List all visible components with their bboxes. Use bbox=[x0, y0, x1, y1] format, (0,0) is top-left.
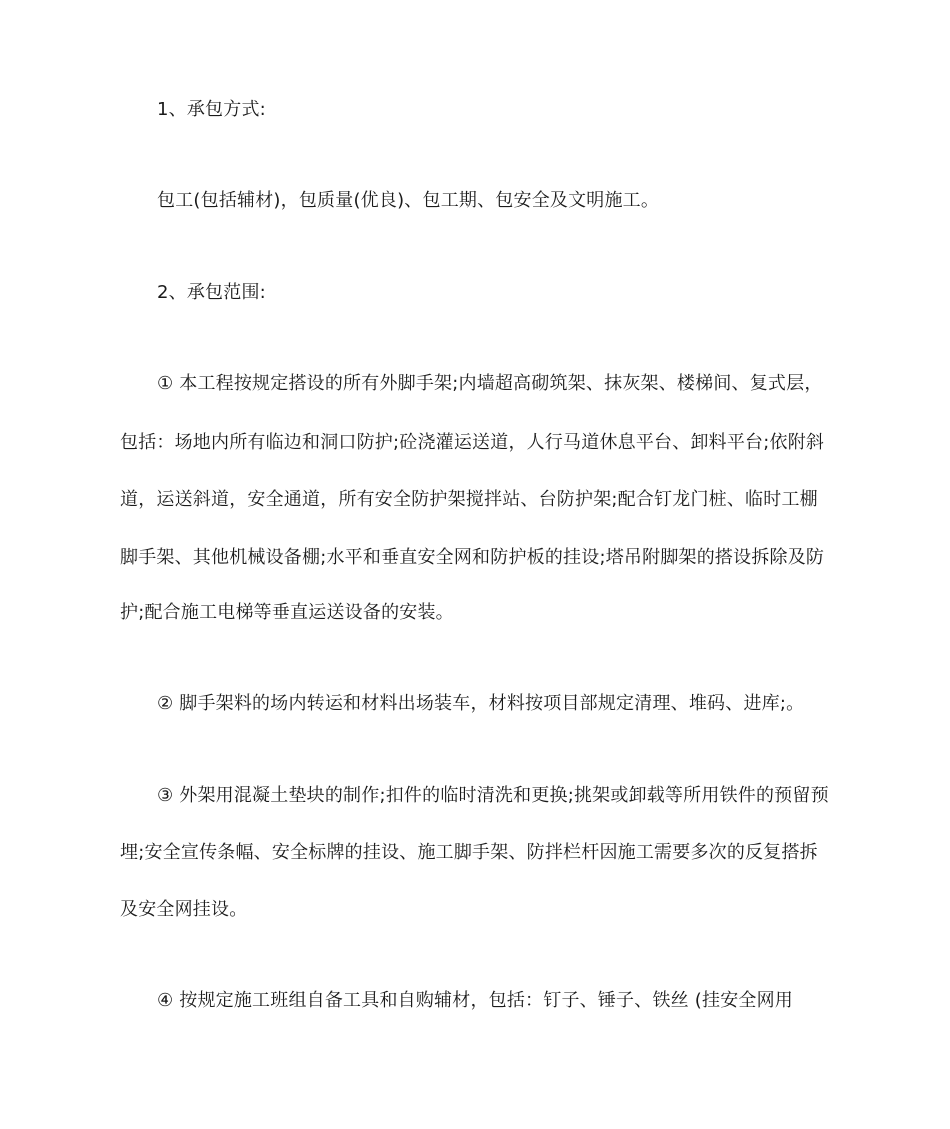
paragraph-item-3-line-1: ③ 外架用混凝土垫块的制作;扣件的临时清洗和更换;挑架或卸载等所用铁件的预留预 bbox=[157, 785, 829, 806]
paragraph-item-3-line-3: 及安全网挂设。 bbox=[120, 899, 248, 920]
paragraph-item-3-line-2: 埋;安全宣传条幅、安全标牌的挂设、施工脚手架、防拌栏杆因施工需要多次的反复搭拆 bbox=[120, 842, 818, 863]
paragraph-item-1-line-5: 护;配合施工电梯等垂直运送设备的安装。 bbox=[120, 602, 454, 623]
section-heading-contract-scope: 2、承包范围: bbox=[157, 282, 266, 303]
paragraph-item-4-line-1: ④ 按规定施工班组自备工具和自购辅材，包括：钉子、锤子、铁丝 (挂安全网用 bbox=[157, 990, 793, 1011]
paragraph-item-1-line-2: 包括：场地内所有临边和洞口防护;砼浇灌运送道，人行马道休息平台、卸料平台;依附斜 bbox=[120, 432, 825, 453]
paragraph-item-2: ② 脚手架料的场内转运和材料出场装车，材料按项目部规定清理、堆码、进库;。 bbox=[157, 693, 805, 714]
paragraph-item-1-line-1: ① 本工程按规定搭设的所有外脚手架;内墙超高砌筑架、抹灰架、楼梯间、复式层， bbox=[157, 373, 823, 394]
paragraph-item-1-line-3: 道，运送斜道，安全通道，所有安全防护架搅拌站、台防护架;配合钉龙门桩、临时工棚 bbox=[120, 489, 818, 510]
section-heading-contract-method: 1、承包方式: bbox=[157, 99, 266, 120]
paragraph-item-1-line-4: 脚手架、其他机械设备棚;水平和垂直安全网和防护板的挂设;塔吊附脚架的搭设拆除及防 bbox=[120, 547, 825, 568]
paragraph-contract-method: 包工(包括辅材)，包质量(优良)、包工期、包安全及文明施工。 bbox=[157, 190, 660, 211]
